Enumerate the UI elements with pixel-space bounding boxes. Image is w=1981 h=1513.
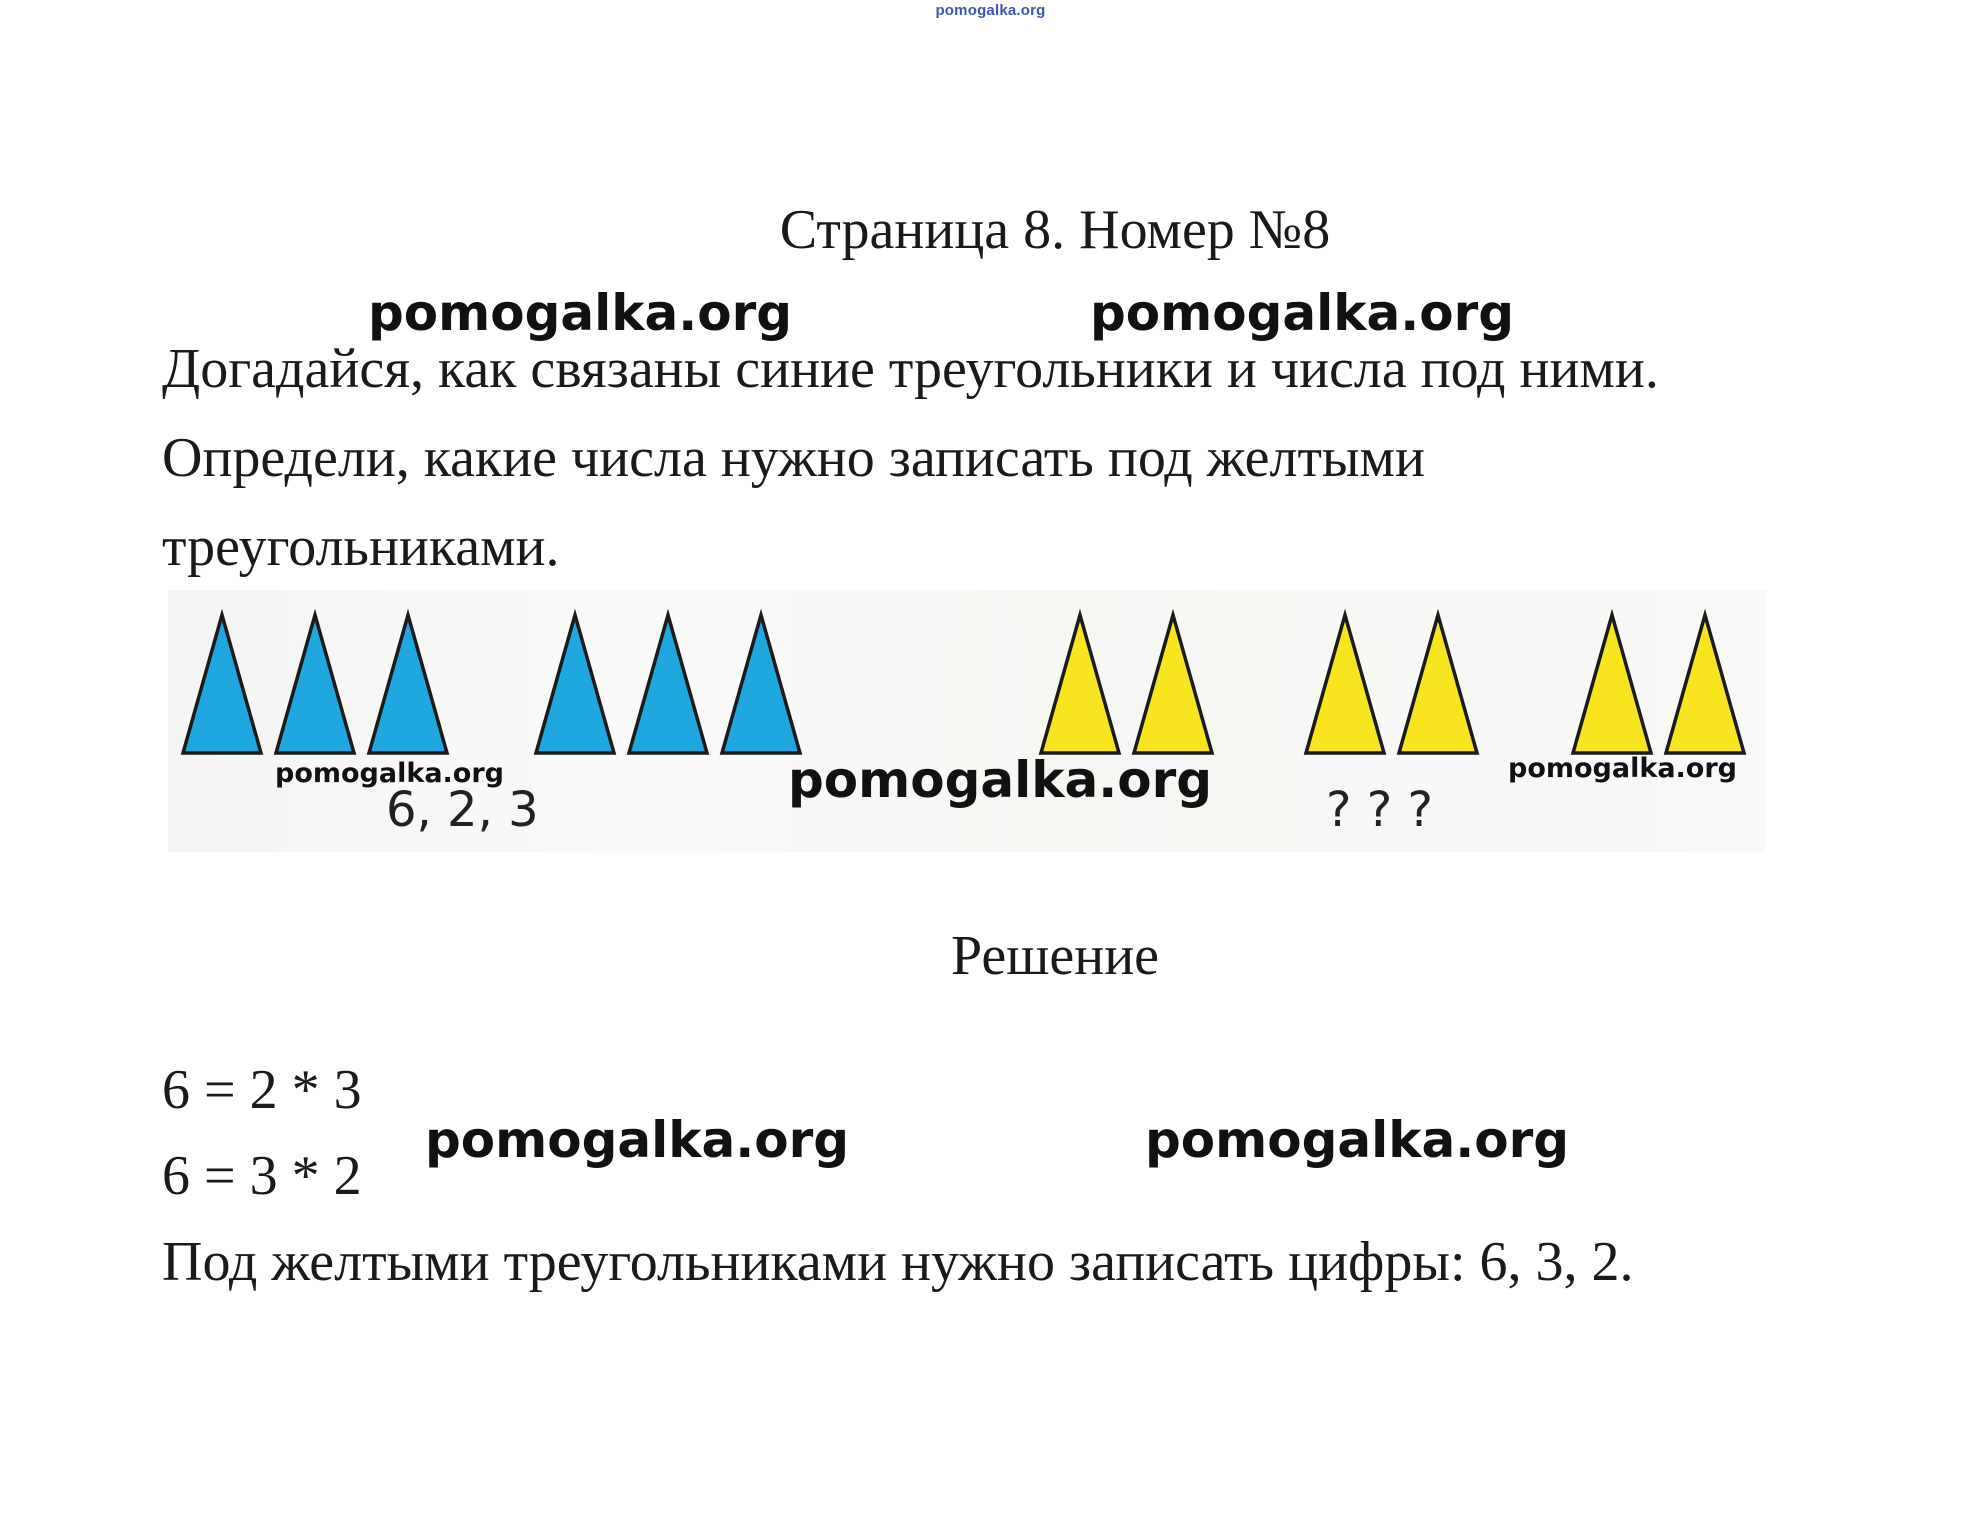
watermark: pomogalka.org [1145, 1111, 1570, 1169]
blue-triangle [536, 615, 614, 753]
watermark: pomogalka.org [1090, 284, 1515, 342]
blue-triangle [629, 615, 707, 753]
triangles-figure [168, 590, 1766, 852]
blue-triangles-label: 6, 2, 3 [386, 782, 539, 838]
yellow-triangle [1134, 615, 1212, 753]
yellow-triangles [1041, 615, 1744, 753]
blue-triangle [276, 615, 354, 753]
task-line-1: Догадайся, как связаны синие треугольники и числа под ними. [162, 338, 1659, 400]
blue-triangle [183, 615, 261, 753]
watermark: pomogalka.org [425, 1111, 850, 1169]
yellow-triangle [1573, 615, 1651, 753]
yellow-triangle [1399, 615, 1477, 753]
yellow-triangle [1041, 615, 1119, 753]
answer-text: Под желтыми треугольниками нужно записать цифры: 6, 3, 2. [162, 1231, 1634, 1293]
task-line-2: Определи, какие числа нужно записать под желтыми [162, 427, 1425, 489]
yellow-triangle [1666, 615, 1744, 753]
equation-2: 6 = 3 * 2 [162, 1145, 362, 1207]
yellow-triangle [1306, 615, 1384, 753]
watermark: pomogalka.org [368, 284, 793, 342]
blue-triangle [369, 615, 447, 753]
site-watermark-top: pomogalka.org [935, 2, 1046, 19]
page-title: Страница 8. Номер №8 [779, 199, 1331, 261]
task-text [162, 325, 1862, 592]
solution-heading: Решение [950, 925, 1160, 987]
yellow-triangles-label: ? ? ? [1326, 782, 1433, 838]
task-line-3: треугольниками. [162, 516, 560, 578]
blue-triangles [183, 615, 800, 753]
watermark: pomogalka.org [275, 758, 504, 789]
watermark: pomogalka.org [1508, 753, 1737, 784]
blue-triangle [722, 615, 800, 753]
equation-1: 6 = 2 * 3 [162, 1059, 362, 1121]
watermark: pomogalka.org [788, 751, 1213, 809]
